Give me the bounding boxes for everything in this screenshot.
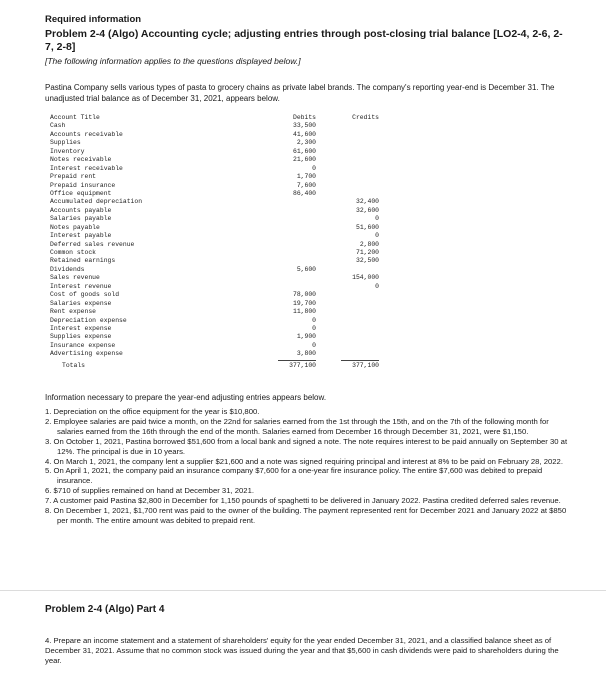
credit-amount xyxy=(335,165,379,173)
adjustment-item: 3. On October 1, 2021, Pastina borrowed $51,600 from a local bank and signed a note. The note requires interest to be paid annually on September 30 at 12%. The principal is due in 10 years. xyxy=(45,436,568,456)
account-title: Retained earnings xyxy=(50,257,116,265)
adjustment-item: 4. On March 1, 2021, the company lent a supplier $21,600 and a note was signed requiring principal and interest at 8% to be paid on February 28, 2022. xyxy=(45,456,563,466)
account-title: Cash xyxy=(50,122,66,130)
credits-header: Credits xyxy=(352,114,379,121)
account-title: Prepaid insurance xyxy=(50,181,116,189)
debit-amount xyxy=(272,249,316,257)
problem-title: Problem 2-4 (Algo) Accounting cycle; adjusting entries through post-closing trial balance [LO2-4, 2-6, 2-7, 2-8] xyxy=(45,28,563,53)
adjustment-item: 5. On April 1, 2021, the company paid an insurance company $7,600 for a one-year fire insurance policy. The entire $7,600 was debited to prepaid insurance. xyxy=(45,466,543,486)
adjustment-item: 2. Employee salaries are paid twice a month, on the 22nd for salaries earned from the 1st through the 15th, and on the 7th of the following month for salaries earned from the 16th through the end of the month. Salaries earned from December 16 through December 31, 2021, were $1,150. xyxy=(45,416,549,436)
debit-amount xyxy=(272,224,316,232)
account-title: Rent expense xyxy=(50,308,97,316)
section-divider xyxy=(0,590,606,591)
adjustment-item: 1. Depreciation on the office equipment for the year is $10,800. xyxy=(45,407,260,416)
account-title: Sales revenue xyxy=(50,274,100,282)
account-title: Advertising expense xyxy=(50,350,123,358)
credit-amount: 154,000 xyxy=(352,274,379,282)
credit-amount: 2,800 xyxy=(359,240,379,248)
adjustment-item: 6. $710 of supplies remained on hand at December 31, 2021. xyxy=(45,486,254,496)
account-title: Accounts receivable xyxy=(50,130,123,138)
credit-amount: 0 xyxy=(375,215,379,223)
part-requirement: 4. Prepare an income statement and a statement of shareholders' equity for the year ended December 31, 2021, and a classified balance sheet as of December 31, 2021. Assume that no common stock was issued during the year and that $5,600 in cash dividends were paid to shareholders during the year. xyxy=(45,636,559,665)
credit-amount: 32,500 xyxy=(355,257,379,265)
account-title: Interest receivable xyxy=(50,164,123,172)
account-title: Notes receivable xyxy=(50,156,112,164)
debit-amount xyxy=(272,241,316,249)
account-title: Cost of goods sold xyxy=(50,291,120,299)
credit-amount xyxy=(335,342,379,350)
intro-text: Pastina Company sells various types of pasta to grocery chains as private label brands. The company's reporting year-end is December 31. The unadjusted trial balance as of December 31, 2021, appears below. xyxy=(45,83,555,103)
account-title: Salaries expense xyxy=(50,299,112,307)
credit-amount xyxy=(335,190,379,198)
credit-amount xyxy=(335,182,379,190)
debit-amount: 86,400 xyxy=(292,189,316,197)
part-title: Problem 2-4 (Algo) Part 4 xyxy=(45,604,165,615)
account-title: Interest payable xyxy=(50,232,112,240)
credit-amount xyxy=(335,333,379,341)
totals-label: Totals xyxy=(62,361,86,369)
debit-amount xyxy=(272,215,316,223)
credit-amount: 32,600 xyxy=(355,206,379,214)
account-title: Deferred sales revenue xyxy=(50,240,135,248)
account-title: Inventory xyxy=(50,147,85,155)
debit-amount: 2,300 xyxy=(296,139,316,147)
account-title: Dividends xyxy=(50,265,85,273)
debit-amount xyxy=(272,198,316,206)
credit-total: 377,100 xyxy=(352,361,379,369)
debits-column xyxy=(272,114,316,370)
credit-amount xyxy=(335,317,379,325)
debit-amount: 3,800 xyxy=(296,350,316,358)
account-title: Salaries payable xyxy=(50,215,112,223)
credit-amount xyxy=(335,308,379,316)
debit-amount: 7,600 xyxy=(296,181,316,189)
credit-amount xyxy=(335,173,379,181)
trial-balance-table xyxy=(50,114,379,386)
debits-header: Debits xyxy=(292,114,316,121)
account-title: Interest expense xyxy=(50,324,112,332)
debit-amount: 0 xyxy=(312,324,316,332)
instruction-note: [The following information applies to the questions displayed below.] xyxy=(45,56,301,66)
debit-total-rule xyxy=(278,360,316,361)
debit-amount xyxy=(272,207,316,215)
account-title: Office equipment xyxy=(50,189,112,197)
debit-amount: 21,600 xyxy=(292,156,316,164)
credit-amount xyxy=(335,350,379,358)
account-title: Notes payable xyxy=(50,223,100,231)
debit-amount: 0 xyxy=(312,316,316,324)
debit-amount: 11,800 xyxy=(292,308,316,316)
debit-amount xyxy=(272,232,316,240)
credit-amount xyxy=(335,139,379,147)
credit-amount xyxy=(335,300,379,308)
credit-amount xyxy=(335,291,379,299)
adjustments-list xyxy=(45,407,570,526)
debit-amount: 78,000 xyxy=(292,291,316,299)
credit-amount xyxy=(335,156,379,164)
debit-amount: 0 xyxy=(312,341,316,349)
account-title: Prepaid rent xyxy=(50,173,97,181)
credit-amount xyxy=(335,325,379,333)
debit-amount: 1,900 xyxy=(296,333,316,341)
account-title: Supplies xyxy=(50,139,81,147)
required-info-header: Required information xyxy=(45,14,142,25)
credit-total-rule xyxy=(341,360,379,361)
adjustment-item: 8. On December 1, 2021, $1,700 rent was paid to the owner of the building. The payment represented rent for December 2021 and January 2022 at $850 per month. The entire amount was debited to prepaid rent. xyxy=(45,506,567,525)
debit-amount xyxy=(272,257,316,265)
credit-amount xyxy=(335,122,379,130)
credit-amount: 0 xyxy=(375,232,379,240)
credit-amount: 71,200 xyxy=(355,249,379,256)
credit-amount: 32,400 xyxy=(355,198,379,206)
credits-column xyxy=(335,114,379,370)
debit-amount: 61,600 xyxy=(292,147,316,155)
info-heading: Information necessary to prepare the year-end adjusting entries appears below. xyxy=(45,393,327,402)
credit-amount: 51,600 xyxy=(355,223,379,231)
account-header: Account Title xyxy=(50,114,100,121)
account-title: Accounts payable xyxy=(50,206,112,214)
account-title: Accumulated depreciation xyxy=(50,198,143,206)
account-title: Depreciation expense xyxy=(50,316,127,324)
adjustment-item: 7. A customer paid Pastina $2,800 in December for 1,150 pounds of spaghetti to be delivered in January 2022. Pastina credited deferred sales revenue. xyxy=(45,496,561,506)
debit-total: 377,100 xyxy=(289,361,316,369)
account-title: Supplies expense xyxy=(50,333,112,341)
account-title: Interest revenue xyxy=(50,282,112,290)
debit-amount: 1,700 xyxy=(296,173,316,181)
debit-amount: 19,700 xyxy=(292,299,316,307)
debit-amount: 0 xyxy=(312,164,316,172)
account-column xyxy=(50,114,142,370)
credit-amount xyxy=(335,148,379,156)
credit-amount xyxy=(335,266,379,274)
debit-amount: 33,500 xyxy=(292,122,316,130)
credit-amount: 0 xyxy=(375,282,379,290)
credit-amount xyxy=(335,131,379,139)
account-title: Common stock xyxy=(50,249,97,256)
debit-amount xyxy=(272,274,316,282)
account-title: Insurance expense xyxy=(50,341,116,349)
debit-amount xyxy=(272,283,316,291)
debit-amount: 5,600 xyxy=(296,265,316,273)
debit-amount: 41,600 xyxy=(292,130,316,138)
